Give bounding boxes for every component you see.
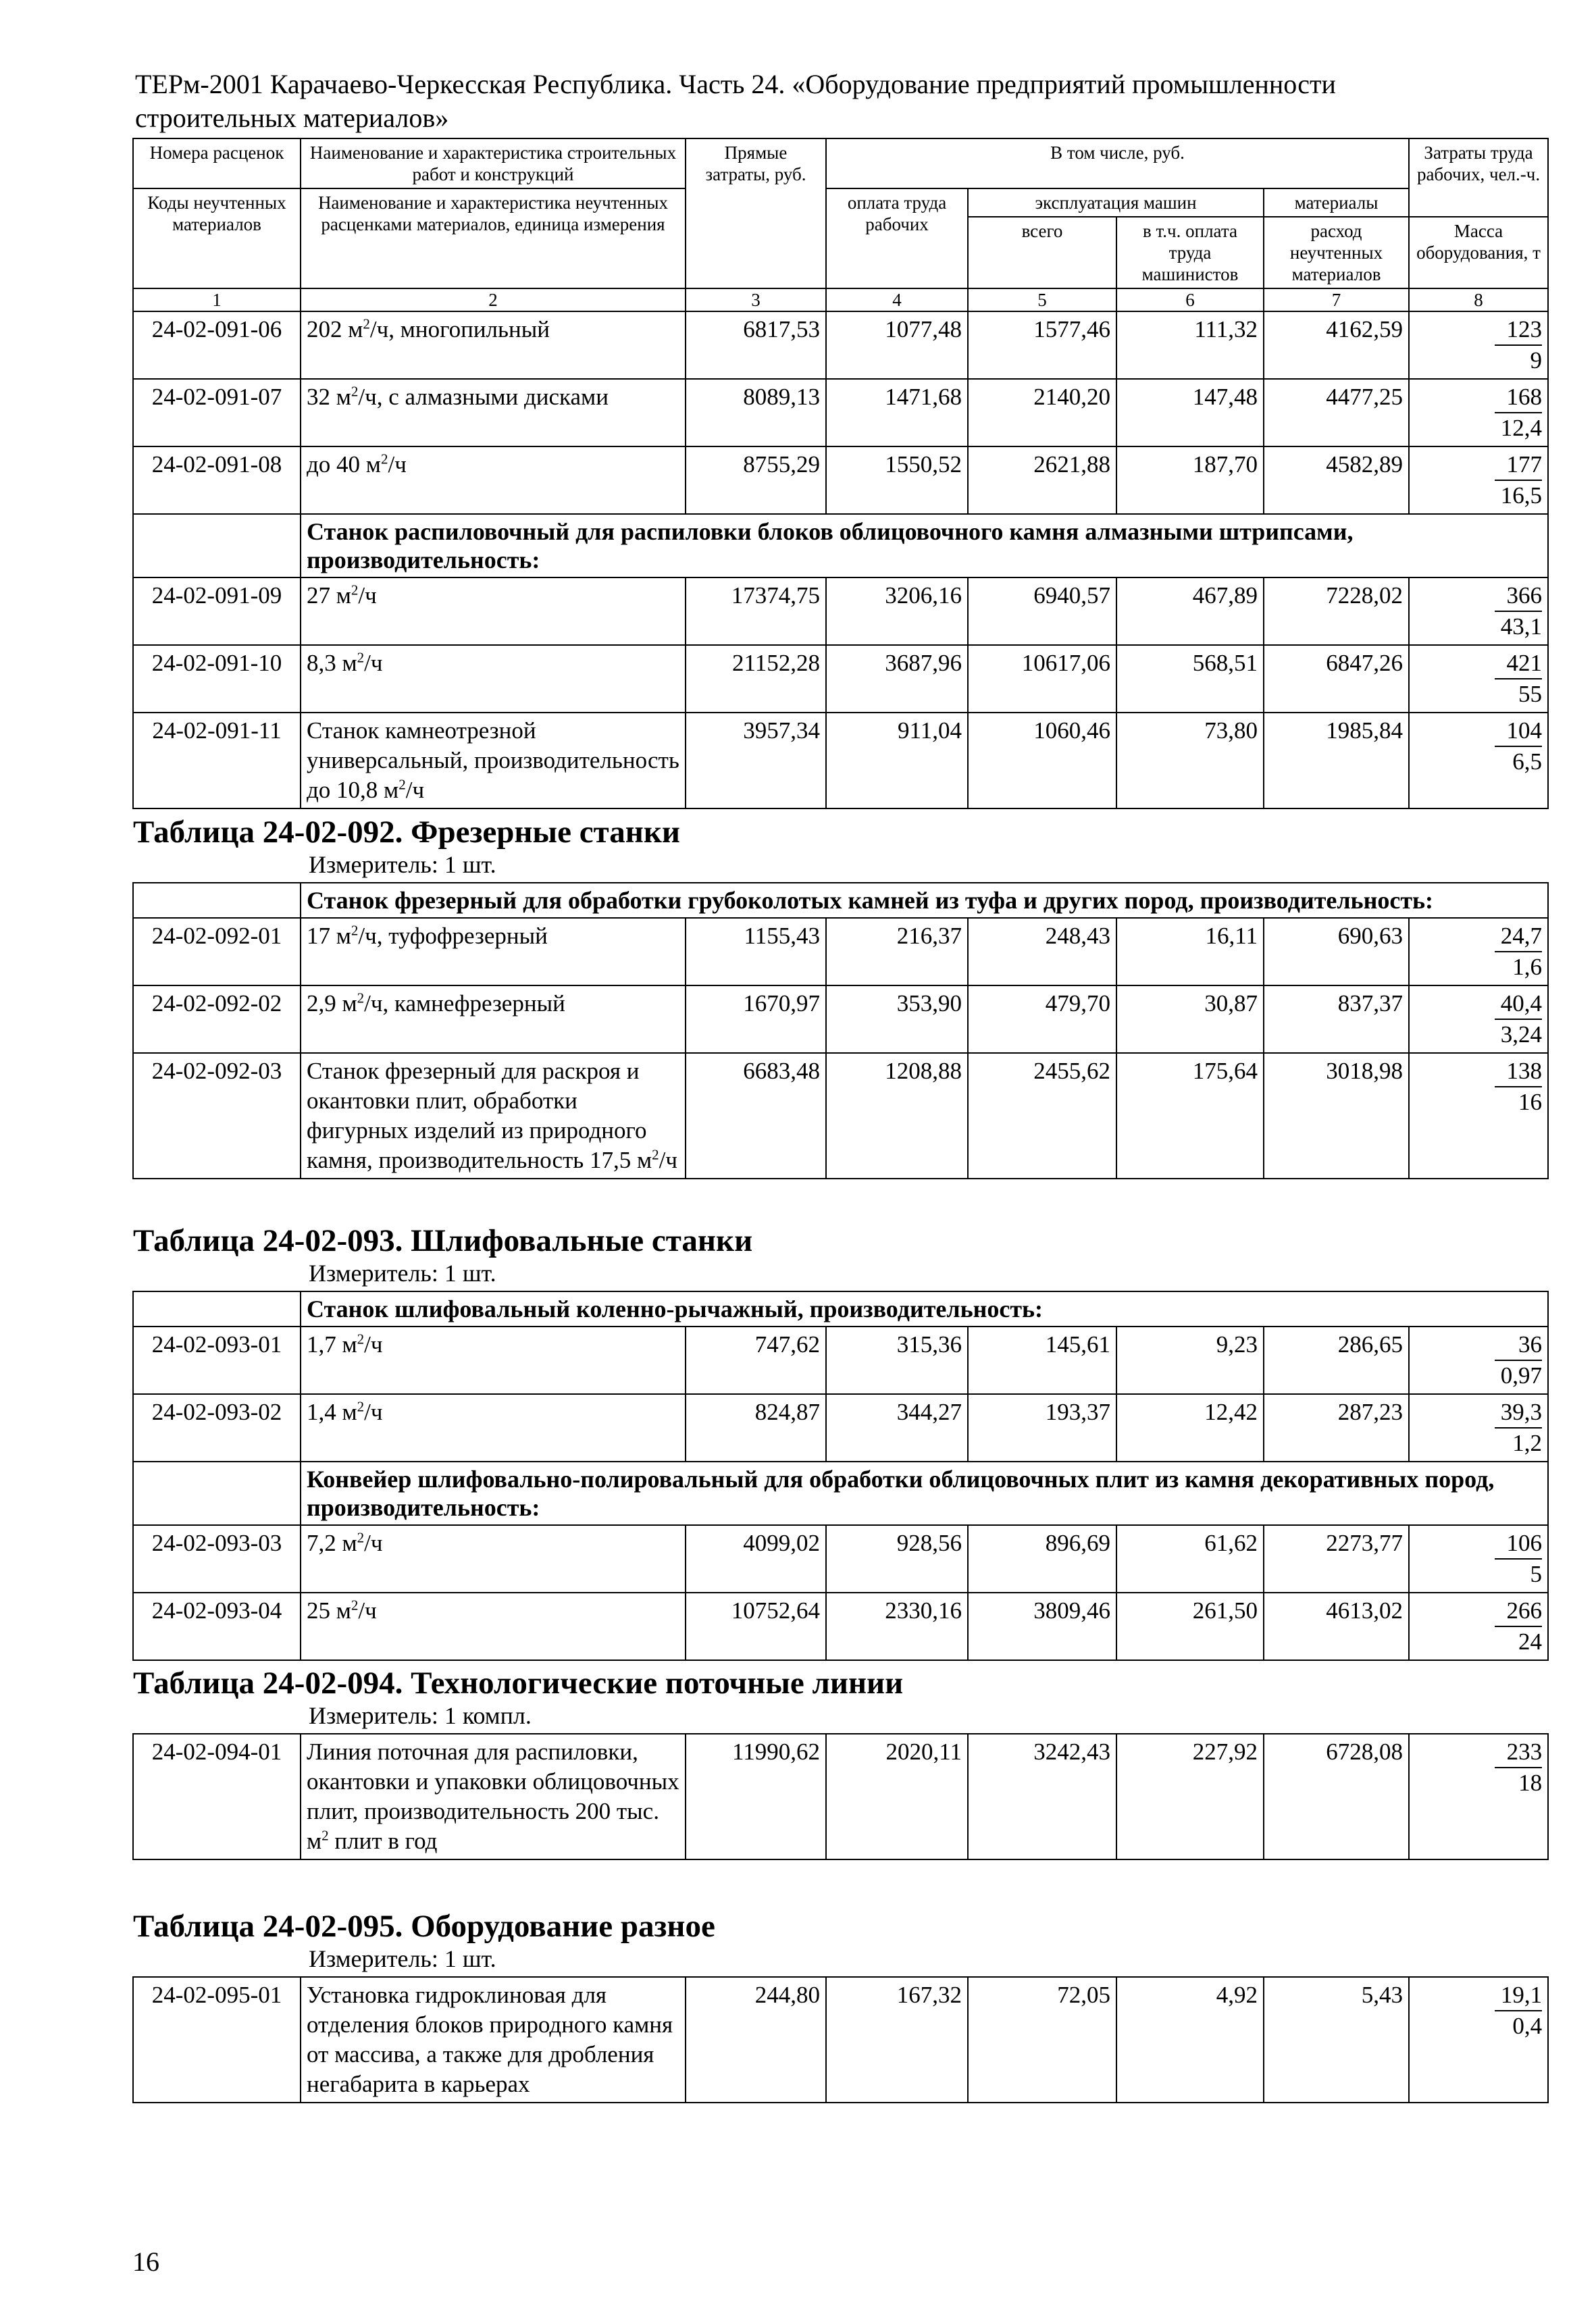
machinist-wages: 227,92 bbox=[1116, 1734, 1264, 1859]
labor-costs: 39,3 bbox=[1495, 1397, 1542, 1429]
rates-table-094 bbox=[132, 1668, 1549, 1860]
table-row bbox=[133, 311, 1548, 379]
machine-total: 248,43 bbox=[968, 918, 1116, 985]
equipment-mass: 12,4 bbox=[1500, 415, 1543, 441]
labor-costs: 233 bbox=[1495, 1737, 1542, 1768]
work-name: до 40 $м^2/ч$ bbox=[301, 446, 686, 514]
col-equipment-mass: Масса оборудования, т bbox=[1409, 217, 1548, 288]
work-name: 1,4 $м^2/ч$ bbox=[301, 1394, 686, 1462]
col-codes-unaccounted: Коды неучтенных материалов bbox=[133, 188, 301, 288]
work-name: 2,9 $м^2/ч$, камнефрезерный bbox=[301, 985, 686, 1053]
table-row bbox=[133, 1394, 1548, 1462]
labor-costs: 366 bbox=[1495, 581, 1542, 612]
work-name: Станок камнеотрезной универсальный, производительность до 10,8 $м^2/ч$ bbox=[301, 713, 686, 808]
table-title: Таблица 24-02-092. Фрезерные станки bbox=[133, 815, 680, 850]
measure-unit: Измеритель: 1 шт. bbox=[133, 847, 1548, 883]
page-number: 16 bbox=[132, 2246, 159, 2277]
rate-code: 24-02-094-01 bbox=[133, 1734, 301, 1859]
equipment-mass: 3,24 bbox=[1500, 1021, 1542, 1048]
labor-and-mass bbox=[1409, 918, 1548, 985]
machinist-wages: 12,42 bbox=[1116, 1394, 1264, 1462]
work-name: 202 $м^2/ч$, многопильный bbox=[301, 311, 686, 379]
materials-cost: 6728,08 bbox=[1264, 1734, 1409, 1859]
materials-cost: 5,43 bbox=[1264, 1977, 1409, 2103]
rate-code: 24-02-092-03 bbox=[133, 1053, 301, 1179]
labor-costs: 123 bbox=[1495, 315, 1542, 346]
rate-code: 24-02-091-08 bbox=[133, 446, 301, 514]
rate-code: 24-02-095-01 bbox=[133, 1977, 301, 2103]
subheading: Конвейер шлифовально-полировальный для обработки облицовочных плит из камня декоративных пород, производительность: bbox=[301, 1462, 1548, 1525]
equipment-mass: 1,6 bbox=[1512, 954, 1542, 980]
machinist-wages: 261,50 bbox=[1116, 1593, 1264, 1660]
work-name: 32 $м^2/ч$, с алмазными дисками bbox=[301, 379, 686, 446]
materials-cost: 4613,02 bbox=[1264, 1593, 1409, 1660]
machine-total: 2621,88 bbox=[968, 446, 1116, 514]
labor-and-mass bbox=[1409, 645, 1548, 713]
col-direct-costs: Прямые затраты, руб. bbox=[686, 138, 826, 288]
machinist-wages: 73,80 bbox=[1116, 713, 1264, 808]
subheading: Станок фрезерный для обработки грубоколотых камней из туфа и других пород, производительность: bbox=[301, 883, 1548, 918]
col-name-works: Наименование и характеристика строительных работ и конструкций bbox=[301, 138, 686, 188]
wages: 353,90 bbox=[826, 985, 968, 1053]
machine-total: 1060,46 bbox=[968, 713, 1116, 808]
direct-costs: 8089,13 bbox=[686, 379, 826, 446]
labor-costs: 177 bbox=[1495, 450, 1542, 481]
wages: 1471,68 bbox=[826, 379, 968, 446]
rates-table-095 bbox=[132, 1911, 1549, 2103]
labor-and-mass bbox=[1409, 1977, 1548, 2103]
wages: 2330,16 bbox=[826, 1593, 968, 1660]
direct-costs: 6683,48 bbox=[686, 1053, 826, 1179]
machinist-wages: 111,32 bbox=[1116, 311, 1264, 379]
column-numbers-row: 1 2 3 4 5 6 7 8 bbox=[133, 288, 1548, 311]
direct-costs: 21152,28 bbox=[686, 645, 826, 713]
rate-code: 24-02-091-11 bbox=[133, 713, 301, 808]
labor-and-mass bbox=[1409, 985, 1548, 1053]
rate-code: 24-02-091-06 bbox=[133, 311, 301, 379]
machinist-wages: 61,62 bbox=[1116, 1525, 1264, 1593]
table-row bbox=[133, 645, 1548, 713]
materials-cost: 286,65 bbox=[1264, 1327, 1409, 1394]
direct-costs: 824,87 bbox=[686, 1394, 826, 1462]
direct-costs: 11990,62 bbox=[686, 1734, 826, 1859]
materials-cost: 2273,77 bbox=[1264, 1525, 1409, 1593]
labor-costs: 106 bbox=[1495, 1528, 1542, 1560]
labor-and-mass bbox=[1409, 1053, 1548, 1179]
equipment-mass: 5 bbox=[1530, 1561, 1543, 1587]
labor-costs: 36 bbox=[1495, 1330, 1542, 1361]
col-rate-numbers: Номера расценок bbox=[133, 138, 301, 188]
page-header: ТЕРм-2001 Карачаево-Черкесская Республика. Часть 24. «Оборудование предприятий промышленности строительных материалов» bbox=[135, 69, 1336, 133]
wages: 911,04 bbox=[826, 713, 968, 808]
machine-total: 2455,62 bbox=[968, 1053, 1116, 1179]
machine-total: 193,37 bbox=[968, 1394, 1116, 1462]
labor-and-mass bbox=[1409, 1525, 1548, 1593]
labor-costs: 104 bbox=[1495, 716, 1542, 747]
machine-total: 3242,43 bbox=[968, 1734, 1116, 1859]
work-name: 25 $м^2/ч$ bbox=[301, 1593, 686, 1660]
labor-and-mass bbox=[1409, 1734, 1548, 1859]
materials-cost: 4162,59 bbox=[1264, 311, 1409, 379]
machinist-wages: 467,89 bbox=[1116, 577, 1264, 645]
table-row bbox=[133, 985, 1548, 1053]
table-row bbox=[133, 1734, 1548, 1859]
materials-cost: 4582,89 bbox=[1264, 446, 1409, 514]
table-row bbox=[133, 577, 1548, 645]
rate-code: 24-02-093-01 bbox=[133, 1327, 301, 1394]
rate-code: 24-02-091-09 bbox=[133, 577, 301, 645]
table-row bbox=[133, 918, 1548, 985]
machinist-wages: 147,48 bbox=[1116, 379, 1264, 446]
subheading: Станок шлифовальный коленно-рычажный, производительность: bbox=[301, 1291, 1548, 1327]
wages: 216,37 bbox=[826, 918, 968, 985]
col-including: В том числе, руб. bbox=[826, 138, 1409, 188]
machinist-wages: 4,92 bbox=[1116, 1977, 1264, 2103]
machinist-wages: 9,23 bbox=[1116, 1327, 1264, 1394]
rate-code: 24-02-093-03 bbox=[133, 1525, 301, 1593]
machine-total: 145,61 bbox=[968, 1327, 1116, 1394]
machinist-wages: 187,70 bbox=[1116, 446, 1264, 514]
machine-total: 10617,06 bbox=[968, 645, 1116, 713]
machinist-wages: 568,51 bbox=[1116, 645, 1264, 713]
equipment-mass: 0,97 bbox=[1500, 1362, 1543, 1389]
labor-and-mass bbox=[1409, 379, 1548, 446]
table-row bbox=[133, 713, 1548, 808]
wages: 1550,52 bbox=[826, 446, 968, 514]
rates-table-093 bbox=[132, 1223, 1549, 1661]
subheading: Станок распиловочный для распиловки блоков облицовочного камня алмазными штрипсами, производительность: bbox=[301, 514, 1548, 577]
equipment-mass: 6,5 bbox=[1512, 748, 1543, 775]
work-name: 27 $м^2/ч$ bbox=[301, 577, 686, 645]
table-row bbox=[133, 1977, 1548, 2103]
direct-costs: 8755,29 bbox=[686, 446, 826, 514]
materials-cost: 4477,25 bbox=[1264, 379, 1409, 446]
table-title: Таблица 24-02-093. Шлифовальные станки bbox=[133, 1223, 753, 1258]
direct-costs: 747,62 bbox=[686, 1327, 826, 1394]
wages: 2020,11 bbox=[826, 1734, 968, 1859]
labor-and-mass bbox=[1409, 446, 1548, 514]
equipment-mass: 1,2 bbox=[1512, 1430, 1543, 1456]
machinist-wages: 30,87 bbox=[1116, 985, 1264, 1053]
materials-cost: 690,63 bbox=[1264, 918, 1409, 985]
materials-cost: 7228,02 bbox=[1264, 577, 1409, 645]
equipment-mass: 16 bbox=[1518, 1089, 1542, 1115]
machine-total: 72,05 bbox=[968, 1977, 1116, 2103]
col-consumption: расход неучтенных материалов bbox=[1264, 217, 1409, 288]
work-name: Станок фрезерный для раскроя и окантовки плит, обработки фигурных изделий из природного камня, производительность 17,5 $м^2/ч$ bbox=[301, 1053, 686, 1179]
work-name: Установка гидроклиновая для отделения блоков природного камня от массива, а также для дробления негабарита в карьерах bbox=[301, 1977, 686, 2103]
table-title: Таблица 24-02-095. Оборудование разное bbox=[133, 1909, 715, 1944]
machine-total: 6940,57 bbox=[968, 577, 1116, 645]
labor-and-mass bbox=[1409, 1593, 1548, 1660]
measure-unit: Измеритель: 1 компл. bbox=[133, 1698, 1548, 1734]
labor-and-mass bbox=[1409, 1327, 1548, 1394]
direct-costs: 4099,02 bbox=[686, 1525, 826, 1593]
equipment-mass: 24 bbox=[1518, 1628, 1543, 1655]
wages: 3206,16 bbox=[826, 577, 968, 645]
labor-and-mass bbox=[1409, 577, 1548, 645]
work-name: Линия поточная для распиловки, окантовки и упаковки облицовочных плит, производительность 200 тыс. $м^2$ плит в год bbox=[301, 1734, 686, 1859]
materials-cost: 837,37 bbox=[1264, 985, 1409, 1053]
wages: 928,56 bbox=[826, 1525, 968, 1593]
table-row bbox=[133, 379, 1548, 446]
labor-costs: 24,7 bbox=[1495, 921, 1542, 952]
machine-total: 896,69 bbox=[968, 1525, 1116, 1593]
direct-costs: 244,80 bbox=[686, 1977, 826, 2103]
labor-costs: 138 bbox=[1495, 1056, 1542, 1087]
rate-code: 24-02-093-04 bbox=[133, 1593, 301, 1660]
col-labor-costs: Затраты труда рабочих, чел.-ч. bbox=[1409, 138, 1548, 217]
rate-code: 24-02-091-07 bbox=[133, 379, 301, 446]
rate-code: 24-02-092-02 bbox=[133, 985, 301, 1053]
labor-costs: 421 bbox=[1495, 648, 1542, 679]
machinist-wages: 175,64 bbox=[1116, 1053, 1264, 1179]
rate-code: 24-02-091-10 bbox=[133, 645, 301, 713]
equipment-mass: 0,4 bbox=[1512, 2013, 1543, 2039]
labor-costs: 266 bbox=[1495, 1596, 1542, 1627]
rate-code: 24-02-093-02 bbox=[133, 1394, 301, 1462]
equipment-mass: 16,5 bbox=[1500, 482, 1543, 509]
equipment-mass: 55 bbox=[1518, 681, 1543, 707]
machine-total: 479,70 bbox=[968, 985, 1116, 1053]
equipment-mass: 18 bbox=[1518, 1770, 1543, 1796]
labor-and-mass bbox=[1409, 311, 1548, 379]
work-name: 8,3 $м^2/ч$ bbox=[301, 645, 686, 713]
wages: 3687,96 bbox=[826, 645, 968, 713]
machine-total: 3809,46 bbox=[968, 1593, 1116, 1660]
direct-costs: 10752,64 bbox=[686, 1593, 826, 1660]
wages: 1077,48 bbox=[826, 311, 968, 379]
direct-costs: 1670,97 bbox=[686, 985, 826, 1053]
col-machinist-wages: в т.ч. оплата труда машинистов bbox=[1116, 217, 1264, 288]
rates-table-091 bbox=[132, 138, 1549, 809]
labor-costs: 40,4 bbox=[1495, 989, 1542, 1020]
machine-total: 1577,46 bbox=[968, 311, 1116, 379]
col-materials: материалы bbox=[1264, 188, 1409, 217]
work-name: 7,2 $м^2/ч$ bbox=[301, 1525, 686, 1593]
rate-code: 24-02-092-01 bbox=[133, 918, 301, 985]
materials-cost: 1985,84 bbox=[1264, 713, 1409, 808]
labor-and-mass bbox=[1409, 713, 1548, 808]
work-name: 1,7 $м^2/ч$ bbox=[301, 1327, 686, 1394]
labor-and-mass bbox=[1409, 1394, 1548, 1462]
materials-cost: 3018,98 bbox=[1264, 1053, 1409, 1179]
table-row bbox=[133, 1053, 1548, 1179]
wages: 344,27 bbox=[826, 1394, 968, 1462]
work-name: 17 $м^2/ч$, туфофрезерный bbox=[301, 918, 686, 985]
materials-cost: 287,23 bbox=[1264, 1394, 1409, 1462]
direct-costs: 17374,75 bbox=[686, 577, 826, 645]
rates-table-092 bbox=[132, 817, 1549, 1179]
measure-unit: Измеритель: 1 шт. bbox=[133, 1941, 1548, 1977]
col-total: всего bbox=[968, 217, 1116, 288]
table-row bbox=[133, 1593, 1548, 1660]
col-wages: оплата труда рабочих bbox=[826, 188, 968, 288]
machine-total: 2140,20 bbox=[968, 379, 1116, 446]
wages: 315,36 bbox=[826, 1327, 968, 1394]
table-row bbox=[133, 1525, 1548, 1593]
direct-costs: 3957,34 bbox=[686, 713, 826, 808]
labor-costs: 19,1 bbox=[1495, 1980, 1542, 2011]
direct-costs: 6817,53 bbox=[686, 311, 826, 379]
wages: 167,32 bbox=[826, 1977, 968, 2103]
labor-costs: 168 bbox=[1495, 382, 1542, 413]
direct-costs: 1155,43 bbox=[686, 918, 826, 985]
table-row bbox=[133, 1327, 1548, 1394]
table-row bbox=[133, 446, 1548, 514]
col-name-unaccounted: Наименование и характеристика неучтенных расценками материалов, единица измерения bbox=[301, 188, 686, 288]
wages: 1208,88 bbox=[826, 1053, 968, 1179]
equipment-mass: 43,1 bbox=[1500, 613, 1543, 640]
measure-unit: Измеритель: 1 шт. bbox=[133, 1256, 1548, 1291]
equipment-mass: 9 bbox=[1530, 347, 1543, 374]
col-machine-operation: эксплуатация машин bbox=[968, 188, 1264, 217]
materials-cost: 6847,26 bbox=[1264, 645, 1409, 713]
table-title: Таблица 24-02-094. Технологические поточные линии bbox=[133, 1666, 904, 1701]
machinist-wages: 16,11 bbox=[1116, 918, 1264, 985]
